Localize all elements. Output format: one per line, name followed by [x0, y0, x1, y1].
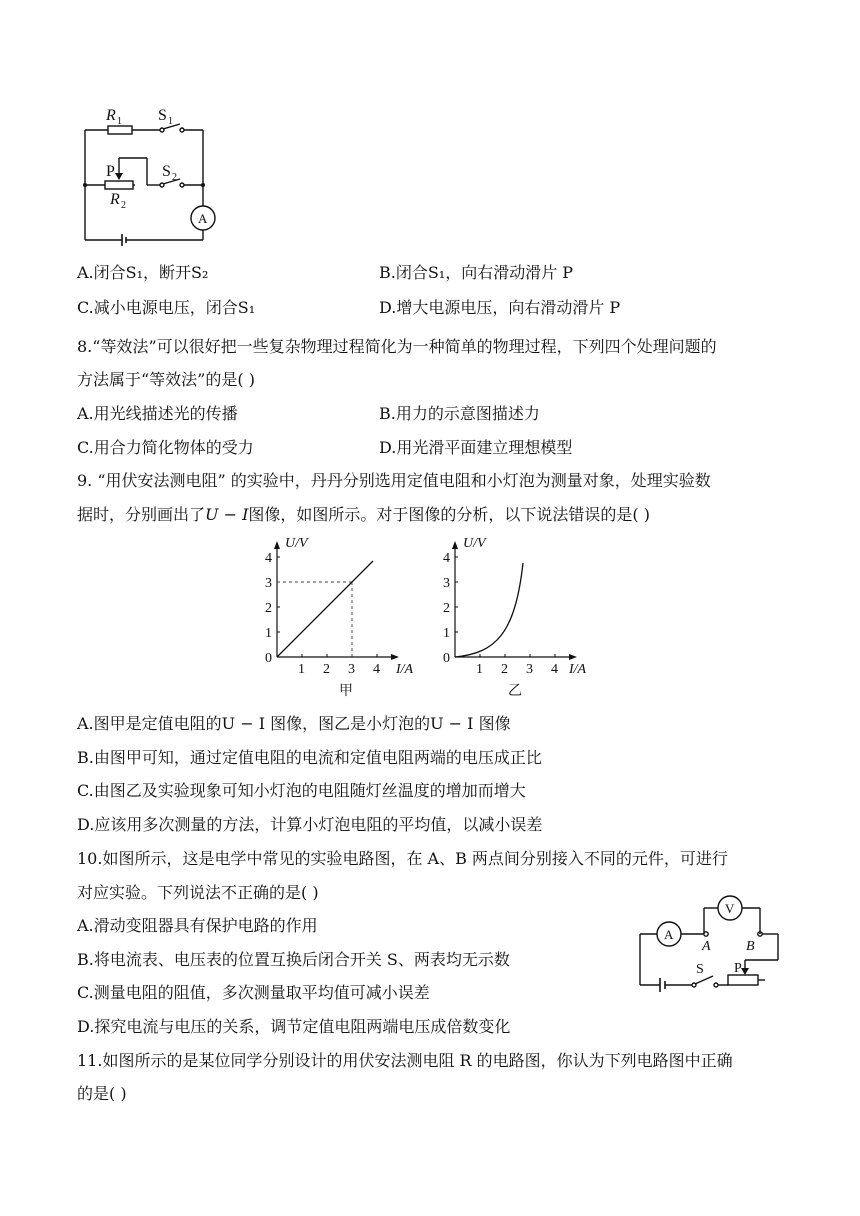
- q8-option-c: C.用合力简化物体的受力: [77, 438, 254, 457]
- slider-p-label: P: [734, 961, 742, 976]
- q10-stem-line1: 10.如图所示，这是电学中常见的实验电路图，在 A、B 两点间分别接入不同的元件，可进行: [77, 849, 728, 868]
- q8-option-d: D.用光滑平面建立理想模型: [379, 438, 573, 457]
- q9-option-c: C.由图乙及实验现象可知小灯泡的电阻随灯丝温度的增加而增大: [77, 781, 526, 800]
- r1-label: R: [106, 107, 116, 124]
- left-xtick-2: 2: [323, 662, 330, 677]
- q11-stem-line1: 11.如图所示的是某位同学分别设计的用伏安法测电阻 R 的电路图，你认为下列电路图中正确: [77, 1051, 733, 1070]
- q8-stem-line1: 8.“等效法”可以很好把一些复杂物理过程简化为一种简单的物理过程，下列四个处理问题的: [77, 337, 717, 356]
- s1-subscript: 1: [168, 116, 173, 127]
- point-b-label: B: [746, 939, 755, 954]
- right-xtick-3: 3: [526, 662, 533, 677]
- right-xtick-4: 4: [551, 662, 558, 677]
- voltmeter-v-label: V: [725, 901, 735, 916]
- q9-stem-line2: 据时，分别画出了U − I图像，如图所示。对于图像的分析，以下说法错误的是( ): [77, 505, 650, 524]
- left-ytick-3: 3: [265, 576, 272, 591]
- s2-subscript: 2: [172, 172, 177, 183]
- s2-label: S: [162, 163, 171, 180]
- q7-option-d: D.增大电源电压，向右滑动滑片 P: [379, 298, 621, 317]
- q10-option-b: B.将电流表、电压表的位置互换后闭合开关 S、两表均无示数: [77, 950, 510, 969]
- q8-option-a: A.用光线描述光的传播: [77, 404, 238, 423]
- q10-option-a: A.滑动变阻器具有保护电路的作用: [77, 916, 318, 935]
- q9-ui-graphs: [255, 535, 605, 705]
- q9-option-d: D.应该用多次测量的方法，计算小灯泡电阻的平均值，以减小误差: [77, 815, 543, 834]
- q7-circuit-diagram: [70, 100, 230, 250]
- q7-option-b: B.闭合S₁，向右滑动滑片 P: [379, 263, 574, 282]
- right-xtick-1: 1: [476, 662, 483, 677]
- slider-p-label: P: [106, 163, 115, 180]
- q9-option-a: A.图甲是定值电阻的U − I 图像，图乙是小灯泡的U − I 图像: [77, 714, 511, 733]
- q11-stem-line2: 的是( ): [77, 1084, 127, 1103]
- point-a-label: A: [702, 939, 711, 954]
- q7-option-a: A.闭合S₁，断开S₂: [77, 263, 209, 282]
- right-origin-label: 0: [443, 651, 450, 666]
- right-ytick-4: 4: [443, 551, 450, 566]
- left-xtick-3: 3: [348, 662, 355, 677]
- linear-ui-line: [277, 561, 373, 657]
- r2-subscript: 2: [121, 200, 126, 211]
- right-ytick-1: 1: [443, 626, 450, 641]
- q8-option-b: B.用力的示意图描述力: [379, 404, 540, 423]
- q10-option-c: C.测量电阻的阻值，多次测量取平均值可减小误差: [77, 983, 430, 1002]
- q7-option-c: C.减小电源电压，闭合S₁: [77, 298, 256, 317]
- right-x-axis-label: I/A: [569, 662, 587, 677]
- left-origin-label: 0: [265, 651, 272, 666]
- left-xtick-4: 4: [373, 662, 380, 677]
- left-graph-caption: 甲: [339, 684, 353, 699]
- s1-label: S: [158, 107, 167, 124]
- right-graph-caption: 乙: [508, 684, 522, 699]
- q9-stem-line1: 9. “用伏安法测电阻” 的实验中，丹丹分别选用定值电阻和小灯泡为测量对象，处理实验数: [77, 471, 711, 490]
- switch-s-label: S: [696, 962, 704, 977]
- q10-option-d: D.探究电流与电压的关系，调节定值电阻两端电压成倍数变化: [77, 1017, 511, 1036]
- left-ytick-4: 4: [265, 551, 272, 566]
- right-xtick-2: 2: [501, 662, 508, 677]
- q10-circuit-diagram: [630, 890, 800, 1002]
- r1-subscript: 1: [117, 116, 122, 127]
- q9-option-b: B.由图甲可知，通过定值电阻的电流和定值电阻两端的电压成正比: [77, 748, 542, 767]
- left-y-axis-label: U/V: [285, 536, 308, 551]
- right-y-axis-label: U/V: [463, 536, 486, 551]
- q10-stem-line2: 对应实验。下列说法不正确的是( ): [77, 883, 319, 902]
- right-ytick-2: 2: [443, 601, 450, 616]
- ammeter-a-label: A: [664, 927, 674, 942]
- r2-label: R: [110, 191, 120, 208]
- left-xtick-1: 1: [298, 662, 305, 677]
- left-ytick-2: 2: [265, 601, 272, 616]
- ammeter-label: A: [198, 211, 208, 226]
- left-ytick-1: 1: [265, 626, 272, 641]
- q8-stem-line2: 方法属于“等效法”的是( ): [77, 370, 255, 389]
- right-ytick-3: 3: [443, 576, 450, 591]
- left-x-axis-label: I/A: [396, 662, 414, 677]
- curved-ui-line: [455, 563, 523, 657]
